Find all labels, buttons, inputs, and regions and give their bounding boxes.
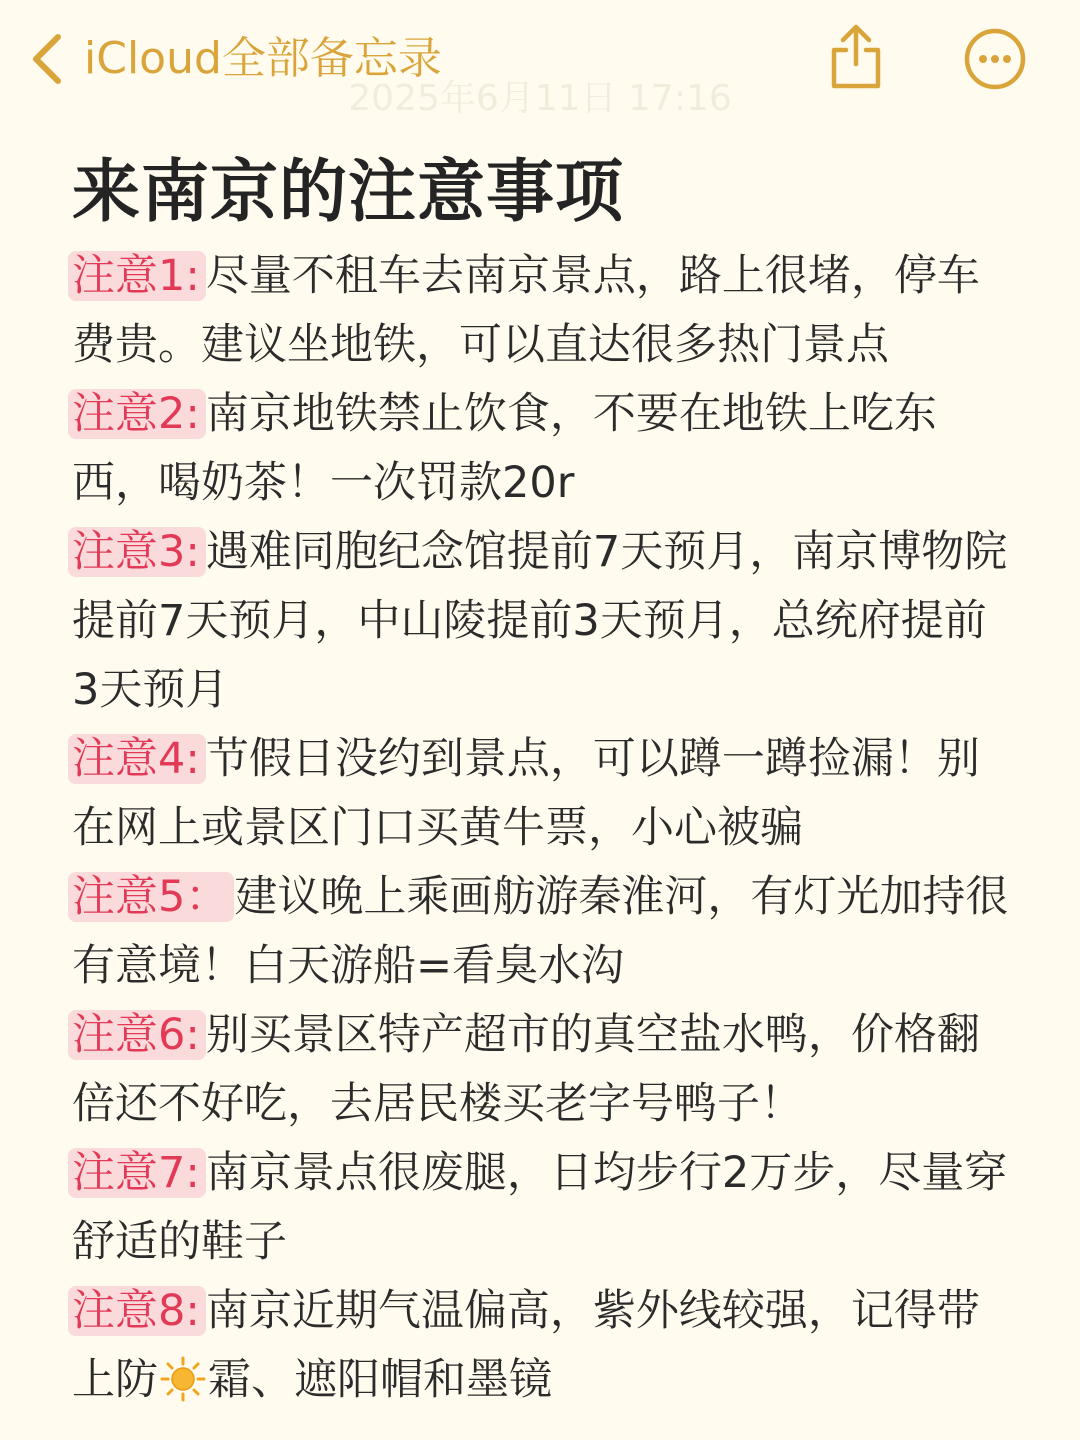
note-item-3	[72, 518, 1012, 725]
note-item-4	[72, 725, 1012, 863]
note-body[interactable]	[72, 242, 1012, 1415]
note-item-label: 注意2:	[68, 389, 206, 439]
ellipsis-circle-icon	[964, 28, 1026, 90]
navigation-bar	[0, 0, 1080, 120]
note-item-text: 遇难同胞纪念馆提前7天预月，南京博物院提前7天预月，中山陵提前3天预月，总统府提前3天预月	[72, 527, 1008, 715]
note-item-label: 注意4:	[68, 734, 206, 784]
share-button[interactable]	[826, 22, 886, 92]
note-item-label: 注意7:	[68, 1148, 206, 1198]
note-item-label: 注意8:	[68, 1286, 206, 1336]
note-item-label: 注意5：	[68, 872, 234, 922]
note-item-text: 南京地铁禁止饮食，不要在地铁上吃东西，喝奶茶！一次罚款20r	[72, 389, 937, 508]
note-item-label: 注意1:	[68, 251, 206, 301]
note-item-text: 节假日没约到景点，可以蹲一蹲捡漏！别在网上或景区门口买黄牛票，小心被骗	[72, 734, 980, 853]
note-title: 来南京的注意事项	[72, 153, 625, 232]
note-timestamp: 2025年6月11日 17:16	[348, 78, 732, 119]
back-label: iCloud全部备忘录	[84, 33, 442, 84]
sun-icon	[160, 1356, 206, 1402]
share-icon	[826, 22, 886, 92]
note-item-text: 南京景点很废腿，日均步行2万步，尽量穿舒适的鞋子	[72, 1148, 1008, 1267]
note-item-label: 注意3:	[68, 527, 206, 577]
note-item-text: 霜、遮阳帽和墨镜	[208, 1355, 552, 1405]
note-item-text: 建议晚上乘画舫游秦淮河，有灯光加持很有意境！白天游船=看臭水沟	[72, 872, 1009, 991]
note-item-label: 注意6:	[68, 1010, 206, 1060]
note-item-8	[72, 1277, 1012, 1415]
note-item-7	[72, 1139, 1012, 1277]
more-button[interactable]	[964, 28, 1026, 90]
note-item-text: 南京近期气温偏高，紫外线较强，记得带上防	[72, 1286, 980, 1405]
note-item-1	[72, 242, 1012, 380]
note-item-5	[72, 863, 1012, 1001]
note-item-2	[72, 380, 1012, 518]
note-item-text: 别买景区特产超市的真空盐水鸭，价格翻倍还不好吃，去居民楼买老字号鸭子！	[72, 1010, 980, 1129]
note-item-text: 尽量不租车去南京景点，路上很堵，停车费贵。建议坐地铁，可以直达很多热门景点	[72, 251, 980, 370]
note-item-6	[72, 1001, 1012, 1139]
